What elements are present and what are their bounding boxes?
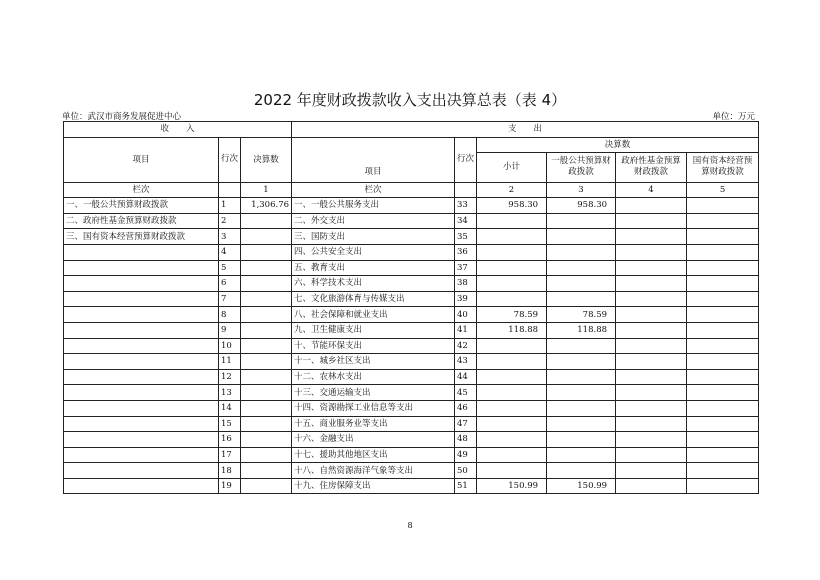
income-item-cell [64, 432, 219, 448]
subtotal-amount-cell [477, 369, 547, 385]
income-amount-cell: 1,306.76 [241, 198, 292, 214]
expense-line-no-cell: 46 [455, 400, 477, 416]
general-budget-amount-cell [547, 244, 616, 260]
expense-item-cell: 六、科学技术支出 [292, 276, 455, 292]
income-amount-cell [241, 385, 292, 401]
expense-item-cell: 四、公共安全支出 [292, 244, 455, 260]
expense-item-cell: 十五、商业服务业等支出 [292, 416, 455, 432]
subtotal-amount-cell [477, 463, 547, 479]
income-amount-cell [241, 322, 292, 338]
expense-item-cell: 十七、援助其他地区支出 [292, 447, 455, 463]
income-item-cell [64, 385, 219, 401]
subtotal-amount-cell [477, 229, 547, 245]
subtotal-amount-cell [477, 400, 547, 416]
fund-budget-amount-cell [616, 369, 687, 385]
fund-budget-header: 政府性基金预算财政拨款 [616, 153, 687, 182]
fund-budget-amount-cell [616, 385, 687, 401]
state-capital-header: 国有资本经营预算财政拨款 [687, 153, 759, 182]
column-index-5: 5 [687, 182, 759, 198]
expense-item-header: 项目 [292, 137, 455, 182]
table-row [64, 385, 759, 401]
fund-budget-amount-cell [616, 260, 687, 276]
state-capital-amount-cell [687, 276, 759, 292]
state-capital-amount-cell [687, 229, 759, 245]
table-row [64, 229, 759, 245]
expense-item-cell: 十六、金融支出 [292, 432, 455, 448]
income-line-no-cell: 15 [219, 416, 241, 432]
expense-item-cell: 十、节能环保支出 [292, 338, 455, 354]
income-item-cell [64, 338, 219, 354]
table-row [64, 213, 759, 229]
income-amount-cell [241, 276, 292, 292]
expense-item-cell: 十三、交通运输支出 [292, 385, 455, 401]
general-budget-amount-cell [547, 291, 616, 307]
general-budget-amount-cell [547, 400, 616, 416]
income-line-no-cell: 11 [219, 354, 241, 370]
expense-line-no-cell: 51 [455, 478, 477, 494]
expense-line-no-cell: 40 [455, 307, 477, 323]
expense-item-cell: 十一、城乡社区支出 [292, 354, 455, 370]
income-item-cell [64, 244, 219, 260]
income-item-cell [64, 463, 219, 479]
subtotal-amount-cell [477, 291, 547, 307]
section-header-row [64, 122, 759, 138]
subtotal-amount-cell [477, 276, 547, 292]
table-row [64, 198, 759, 214]
subtotal-amount-cell [477, 385, 547, 401]
general-budget-amount-cell [547, 354, 616, 370]
state-capital-amount-cell [687, 338, 759, 354]
income-line-no-cell: 6 [219, 276, 241, 292]
general-budget-amount-cell [547, 369, 616, 385]
general-budget-amount-cell [547, 416, 616, 432]
income-item-cell: 二、政府性基金预算财政拨款 [64, 213, 219, 229]
table-row [64, 400, 759, 416]
table-row [64, 354, 759, 370]
general-budget-amount-cell [547, 447, 616, 463]
income-item-cell [64, 260, 219, 276]
income-line-no-cell: 16 [219, 432, 241, 448]
income-line-no-cell: 5 [219, 260, 241, 276]
expense-item-cell: 十八、自然资源海洋气象等支出 [292, 463, 455, 479]
state-capital-amount-cell [687, 291, 759, 307]
column-index-row [64, 182, 759, 198]
column-index-3: 3 [547, 182, 616, 198]
income-amount-cell [241, 260, 292, 276]
state-capital-amount-cell [687, 244, 759, 260]
state-capital-amount-cell [687, 400, 759, 416]
income-line-no-cell: 10 [219, 338, 241, 354]
table-row [64, 276, 759, 292]
income-line-no-header: 行次 [219, 137, 241, 182]
income-amount-cell [241, 244, 292, 260]
expense-item-cell: 七、文化旅游体育与传媒支出 [292, 291, 455, 307]
page-number: 8 [407, 521, 413, 530]
income-item-cell [64, 322, 219, 338]
general-budget-amount-cell [547, 213, 616, 229]
fund-budget-amount-cell [616, 213, 687, 229]
income-item-cell [64, 276, 219, 292]
subtotal-amount-cell [477, 244, 547, 260]
subtotal-header: 小计 [477, 153, 547, 182]
expense-line-no-cell: 34 [455, 213, 477, 229]
state-capital-amount-cell [687, 307, 759, 323]
expense-item-cell: 二、外交支出 [292, 213, 455, 229]
general-budget-amount-cell: 958.30 [547, 198, 616, 214]
fund-budget-amount-cell [616, 400, 687, 416]
state-capital-amount-cell [687, 322, 759, 338]
income-amount-cell [241, 416, 292, 432]
table-row [64, 307, 759, 323]
general-budget-amount-cell [547, 260, 616, 276]
fund-budget-amount-cell [616, 354, 687, 370]
expense-section-header: 支 出 [292, 122, 759, 138]
expense-line-no-header: 行次 [455, 137, 477, 182]
table-row [64, 260, 759, 276]
fund-budget-amount-cell [616, 416, 687, 432]
expense-line-no-cell: 41 [455, 322, 477, 338]
fund-budget-amount-cell [616, 478, 687, 494]
expense-line-no-cell: 37 [455, 260, 477, 276]
expense-line-no-cell: 36 [455, 244, 477, 260]
expense-item-cell: 五、教育支出 [292, 260, 455, 276]
income-line-no-cell: 19 [219, 478, 241, 494]
state-capital-amount-cell [687, 463, 759, 479]
income-amount-cell [241, 229, 292, 245]
income-section-header: 收 入 [64, 122, 292, 138]
income-line-no-cell: 4 [219, 244, 241, 260]
general-budget-amount-cell: 78.59 [547, 307, 616, 323]
column-index-4: 4 [616, 182, 687, 198]
table-row [64, 369, 759, 385]
fund-budget-amount-cell [616, 198, 687, 214]
state-capital-amount-cell [687, 198, 759, 214]
income-line-no-cell: 8 [219, 307, 241, 323]
expense-line-no-cell: 42 [455, 338, 477, 354]
expense-line-no-cell: 35 [455, 229, 477, 245]
income-item-cell [64, 478, 219, 494]
table-row [64, 416, 759, 432]
fiscal-summary-table [63, 121, 759, 494]
income-line-no-cell: 14 [219, 400, 241, 416]
subtotal-amount-cell [477, 338, 547, 354]
income-line-no-cell: 18 [219, 463, 241, 479]
income-line-no-cell: 17 [219, 447, 241, 463]
income-amount-cell [241, 432, 292, 448]
table-row [64, 432, 759, 448]
income-line-no-cell: 3 [219, 229, 241, 245]
income-item-cell [64, 447, 219, 463]
expense-item-cell: 十四、资源勘探工业信息等支出 [292, 400, 455, 416]
subtotal-amount-cell [477, 432, 547, 448]
general-budget-header: 一般公共预算财政拨款 [547, 153, 616, 182]
income-line-no-cell: 7 [219, 291, 241, 307]
state-capital-amount-cell [687, 385, 759, 401]
expense-line-no-cell: 50 [455, 463, 477, 479]
subtotal-amount-cell [477, 213, 547, 229]
column-index-label: 栏次 [64, 182, 219, 198]
income-item-cell: 一、一般公共预算财政拨款 [64, 198, 219, 214]
income-item-cell: 三、国有资本经营预算财政拨款 [64, 229, 219, 245]
income-amount-cell [241, 354, 292, 370]
general-budget-amount-cell [547, 463, 616, 479]
expense-line-no-cell: 49 [455, 447, 477, 463]
fund-budget-amount-cell [616, 307, 687, 323]
page-title: 2022 年度财政拨款收入支出决算总表（表 4） [253, 91, 567, 109]
unit-label-right: 单位：万元 [712, 112, 755, 122]
expense-line-no-cell: 47 [455, 416, 477, 432]
state-capital-amount-cell [687, 447, 759, 463]
income-amount-cell [241, 478, 292, 494]
state-capital-amount-cell [687, 432, 759, 448]
income-line-no-cell: 13 [219, 385, 241, 401]
expense-line-no-cell: 33 [455, 198, 477, 214]
income-item-cell [64, 416, 219, 432]
table-row [64, 291, 759, 307]
income-amount-cell [241, 369, 292, 385]
expense-line-no-cell: 45 [455, 385, 477, 401]
income-final-amount-header: 决算数 [241, 137, 292, 182]
income-amount-cell [241, 447, 292, 463]
state-capital-amount-cell [687, 369, 759, 385]
income-amount-cell [241, 291, 292, 307]
fund-budget-amount-cell [616, 276, 687, 292]
subtotal-amount-cell [477, 447, 547, 463]
fund-budget-amount-cell [616, 322, 687, 338]
income-line-no-cell: 1 [219, 198, 241, 214]
general-budget-amount-cell [547, 385, 616, 401]
expense-item-cell: 十二、农林水支出 [292, 369, 455, 385]
expense-line-no-cell: 44 [455, 369, 477, 385]
column-header-row-1 [64, 137, 759, 153]
column-index-blank [219, 182, 241, 198]
income-amount-cell [241, 463, 292, 479]
state-capital-amount-cell [687, 416, 759, 432]
expense-item-cell: 一、一般公共服务支出 [292, 198, 455, 214]
subtotal-amount-cell: 118.88 [477, 322, 547, 338]
income-item-cell [64, 291, 219, 307]
income-line-no-cell: 2 [219, 213, 241, 229]
table-row [64, 244, 759, 260]
expense-item-cell: 十九、住房保障支出 [292, 478, 455, 494]
fund-budget-amount-cell [616, 291, 687, 307]
general-budget-amount-cell [547, 229, 616, 245]
income-amount-cell [241, 307, 292, 323]
state-capital-amount-cell [687, 213, 759, 229]
expense-item-cell: 三、国防支出 [292, 229, 455, 245]
expense-line-no-cell: 48 [455, 432, 477, 448]
unit-label-left: 单位：武汉市商务发展促进中心 [62, 112, 182, 122]
table-row [64, 463, 759, 479]
state-capital-amount-cell [687, 260, 759, 276]
income-item-cell [64, 307, 219, 323]
expense-line-no-cell: 38 [455, 276, 477, 292]
final-amount-group-header: 决算数 [477, 137, 759, 153]
income-line-no-cell: 12 [219, 369, 241, 385]
column-index-label-exp: 栏次 [292, 182, 455, 198]
subtotal-amount-cell [477, 416, 547, 432]
subtotal-amount-cell [477, 354, 547, 370]
subtotal-amount-cell [477, 260, 547, 276]
income-item-header: 项目 [64, 137, 219, 182]
state-capital-amount-cell [687, 478, 759, 494]
expense-item-cell: 八、社会保障和就业支出 [292, 307, 455, 323]
income-item-cell [64, 400, 219, 416]
table-row [64, 338, 759, 354]
expense-line-no-cell: 39 [455, 291, 477, 307]
expense-line-no-cell: 43 [455, 354, 477, 370]
income-item-cell [64, 354, 219, 370]
income-amount-cell [241, 338, 292, 354]
subtotal-amount-cell: 78.59 [477, 307, 547, 323]
fund-budget-amount-cell [616, 463, 687, 479]
fund-budget-amount-cell [616, 229, 687, 245]
general-budget-amount-cell [547, 276, 616, 292]
fund-budget-amount-cell [616, 244, 687, 260]
fund-budget-amount-cell [616, 432, 687, 448]
income-amount-cell [241, 213, 292, 229]
general-budget-amount-cell [547, 338, 616, 354]
expense-item-cell: 九、卫生健康支出 [292, 322, 455, 338]
state-capital-amount-cell [687, 354, 759, 370]
general-budget-amount-cell: 150.99 [547, 478, 616, 494]
fund-budget-amount-cell [616, 447, 687, 463]
income-line-no-cell: 9 [219, 322, 241, 338]
column-index-2: 2 [477, 182, 547, 198]
general-budget-amount-cell [547, 432, 616, 448]
general-budget-amount-cell: 118.88 [547, 322, 616, 338]
income-item-cell [64, 369, 219, 385]
subtotal-amount-cell: 958.30 [477, 198, 547, 214]
income-amount-cell [241, 400, 292, 416]
table-row [64, 478, 759, 494]
fund-budget-amount-cell [616, 338, 687, 354]
column-index-blank-exp [455, 182, 477, 198]
table-row [64, 447, 759, 463]
subtotal-amount-cell: 150.99 [477, 478, 547, 494]
column-index-1: 1 [241, 182, 292, 198]
table-row [64, 322, 759, 338]
